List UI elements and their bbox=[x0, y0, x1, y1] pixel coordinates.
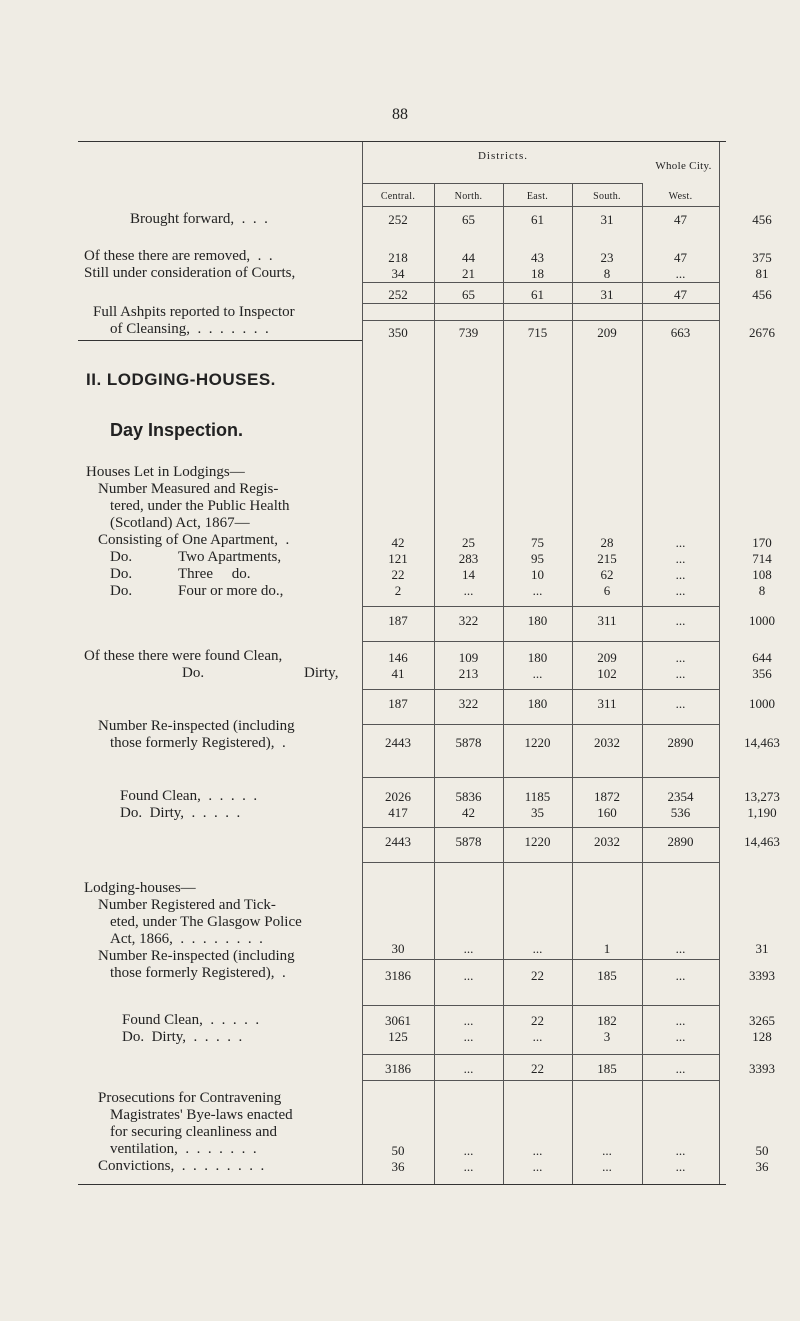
cell-lh-reinspected-0: 3186 bbox=[385, 968, 411, 983]
cell-prosecutions-3: ... bbox=[602, 1143, 612, 1158]
cell-fc-clean-2: 1185 bbox=[524, 789, 551, 804]
page-number: 88 bbox=[392, 106, 408, 123]
cell-fc-dirty-0: 417 bbox=[388, 805, 408, 820]
cell-removed-4: 47 bbox=[674, 250, 687, 265]
label-brought-forward: Brought forward, . . . bbox=[130, 211, 268, 227]
cell-two-apt-3: 215 bbox=[597, 551, 617, 566]
cell-sum1-4: 47 bbox=[674, 287, 687, 302]
cell-convictions-1: ... bbox=[463, 1159, 474, 1174]
cell-four-apt-1: ... bbox=[463, 583, 474, 598]
cell-four-apt-4: ... bbox=[675, 583, 686, 598]
cell-still-under-2: 18 bbox=[531, 266, 544, 281]
cell-convictions-0: 36 bbox=[391, 1159, 405, 1174]
cell-sum5-5: 3393 bbox=[749, 1061, 775, 1076]
cell-found-dirty-0: 41 bbox=[391, 666, 405, 681]
cell-prosecutions-0: 50 bbox=[391, 1143, 405, 1158]
cell-three-apt-2: 10 bbox=[531, 567, 544, 582]
cell-found-clean-5: 644 bbox=[752, 650, 772, 665]
sum-rule bbox=[362, 827, 719, 828]
cell-brought-forward-1: 65 bbox=[462, 212, 475, 227]
cell-brought-forward-0: 252 bbox=[388, 212, 408, 227]
header-north: North. bbox=[454, 191, 483, 202]
label-removed: Of these there are removed, . . bbox=[84, 248, 273, 264]
cell-still-under-1: 21 bbox=[462, 266, 475, 281]
cell-lh-clean-5: 3265 bbox=[749, 1013, 775, 1028]
cell-sum1-0: 252 bbox=[388, 287, 408, 302]
cell-removed-2: 43 bbox=[531, 250, 544, 265]
header-east: East. bbox=[526, 191, 549, 202]
cell-lh-registered-4: ... bbox=[675, 941, 686, 956]
cell-convictions-3: ... bbox=[602, 1159, 612, 1174]
label-lh-1: Number Registered and Tick- bbox=[98, 897, 276, 913]
cell-lh-registered-2: ... bbox=[532, 941, 543, 956]
sum-rule bbox=[362, 724, 719, 725]
cell-found-dirty-3: 102 bbox=[597, 666, 617, 681]
label-lh-2: eted, under The Glasgow Police bbox=[110, 914, 302, 930]
cell-sum4-1: 5878 bbox=[455, 834, 482, 849]
cell-brought-forward-5: 456 bbox=[752, 212, 772, 227]
cell-lh-clean-3: 182 bbox=[597, 1013, 617, 1028]
cell-reinspected-2: 1220 bbox=[524, 735, 551, 750]
cell-one-apt-0: 42 bbox=[391, 535, 405, 550]
label-pros-1: Prosecutions for Contravening bbox=[98, 1090, 282, 1106]
cell-reinspected-1: 5878 bbox=[455, 735, 482, 750]
cell-found-clean-2: 180 bbox=[527, 650, 548, 665]
cell-lh-reinspected-3: 185 bbox=[597, 968, 617, 983]
cell-ashpits-4: 663 bbox=[670, 325, 691, 340]
cell-found-dirty-5: 356 bbox=[752, 666, 772, 681]
cell-still-under-4: ... bbox=[675, 266, 686, 281]
cell-found-clean-4: ... bbox=[675, 650, 686, 665]
cell-ashpits-1: 739 bbox=[458, 325, 479, 340]
cell-fc-dirty-2: 35 bbox=[531, 805, 544, 820]
cell-fc-clean-1: 5836 bbox=[455, 789, 482, 804]
cell-lh-dirty-0: 125 bbox=[388, 1029, 408, 1044]
cell-lh-clean-4: ... bbox=[675, 1013, 686, 1028]
sum-rule bbox=[362, 1005, 719, 1006]
label-lh-3: Act, 1866, . . . . . . . . bbox=[110, 931, 263, 947]
cell-sum3-5: 1000 bbox=[749, 696, 775, 711]
cell-fc-dirty-1: 42 bbox=[462, 805, 475, 820]
label-lh-re-1: Number Re-inspected (including bbox=[98, 948, 295, 964]
cell-two-apt-4: ... bbox=[675, 551, 686, 566]
section-title: II. LODGING-HOUSES. bbox=[86, 370, 276, 389]
label-found-clean: Of these there were found Clean, bbox=[84, 648, 283, 664]
header-central: Central. bbox=[380, 191, 416, 202]
cell-prosecutions-5: 50 bbox=[755, 1143, 769, 1158]
cell-one-apt-5: 170 bbox=[752, 535, 772, 550]
cell-one-apt-4: ... bbox=[675, 535, 686, 550]
cell-sum5-4: ... bbox=[675, 1061, 686, 1076]
header-west: West. bbox=[668, 191, 693, 202]
cell-one-apt-3: 28 bbox=[600, 535, 614, 550]
label-fc-clean: Found Clean, . . . . . bbox=[120, 788, 258, 804]
cell-lh-reinspected-2: 22 bbox=[531, 968, 544, 983]
cell-lh-reinspected-4: ... bbox=[675, 968, 686, 983]
cell-convictions-2: ... bbox=[532, 1159, 543, 1174]
cell-lh-dirty-3: 3 bbox=[603, 1029, 611, 1044]
cell-reinspected-4: 2890 bbox=[667, 735, 694, 750]
sum-rule bbox=[362, 282, 719, 283]
cell-fc-clean-4: 2354 bbox=[667, 789, 694, 804]
cell-four-apt-3: 6 bbox=[603, 583, 611, 598]
cell-found-dirty-4: ... bbox=[675, 666, 686, 681]
cell-ashpits-2: 715 bbox=[527, 325, 548, 340]
label-two-apt-do: Do. bbox=[110, 549, 133, 565]
label-four-do: Do. bbox=[110, 583, 133, 599]
label-dirty-do: Do. bbox=[182, 665, 205, 681]
label-lh-clean: Found Clean, . . . . . bbox=[122, 1012, 260, 1028]
sum-rule bbox=[362, 689, 719, 690]
sum-rule bbox=[362, 777, 719, 778]
cell-sum4-3: 2032 bbox=[594, 834, 620, 849]
cell-convictions-5: 36 bbox=[755, 1159, 769, 1174]
cell-sum3-0: 187 bbox=[388, 696, 408, 711]
cell-sum3-2: 180 bbox=[527, 696, 548, 711]
cell-sum3-4: ... bbox=[675, 696, 686, 711]
whole-city-label: Whole City. bbox=[655, 160, 712, 172]
cell-two-apt-1: 283 bbox=[458, 551, 479, 566]
cell-brought-forward-3: 31 bbox=[600, 212, 614, 227]
label-lh-re-2: those formerly Registered), . bbox=[110, 965, 286, 981]
label-reinspected-1: Number Re-inspected (including bbox=[98, 718, 295, 734]
cell-lh-reinspected-1: ... bbox=[463, 968, 474, 983]
cell-four-apt-0: 2 bbox=[394, 583, 402, 598]
sum-rule bbox=[362, 1080, 719, 1081]
cell-still-under-3: 8 bbox=[603, 266, 611, 281]
cell-sum1-3: 31 bbox=[600, 287, 614, 302]
label-houses-let: Houses Let in Lodgings— bbox=[86, 464, 245, 480]
label-measured-1: Number Measured and Regis- bbox=[98, 481, 279, 497]
cell-fc-dirty-5: 1,190 bbox=[747, 805, 777, 820]
cell-removed-1: 44 bbox=[462, 250, 475, 265]
cell-three-apt-4: ... bbox=[675, 567, 686, 582]
cell-lh-dirty-4: ... bbox=[675, 1029, 686, 1044]
cell-three-apt-1: 14 bbox=[462, 567, 475, 582]
cell-lh-registered-1: ... bbox=[463, 941, 474, 956]
label-pros-3: for securing cleanliness and bbox=[110, 1124, 278, 1140]
cell-lh-dirty-5: 128 bbox=[752, 1029, 772, 1044]
cell-sum2-2: 180 bbox=[527, 613, 548, 628]
cell-one-apt-1: 25 bbox=[462, 535, 475, 550]
sum-rule bbox=[362, 303, 719, 304]
cell-prosecutions-4: ... bbox=[675, 1143, 686, 1158]
sum-rule bbox=[362, 606, 719, 607]
cell-sum3-3: 311 bbox=[597, 696, 617, 711]
label-lh-title: Lodging-houses— bbox=[84, 880, 196, 896]
sum-rule bbox=[362, 959, 719, 960]
label-ashpits-1: Full Ashpits reported to Inspector bbox=[93, 304, 295, 320]
label-pros-4: ventilation, . . . . . . . bbox=[110, 1141, 257, 1157]
cell-two-apt-5: 714 bbox=[752, 551, 772, 566]
label-measured-3: (Scotland) Act, 1867— bbox=[110, 515, 250, 531]
cell-three-apt-5: 108 bbox=[752, 567, 772, 582]
cell-lh-registered-3: 1 bbox=[603, 941, 611, 956]
cell-sum2-1: 322 bbox=[458, 613, 479, 628]
cell-sum4-5: 14,463 bbox=[744, 834, 780, 849]
cell-sum1-5: 456 bbox=[752, 287, 772, 302]
cell-sum5-2: 22 bbox=[531, 1061, 544, 1076]
cell-lh-reinspected-5: 3393 bbox=[749, 968, 775, 983]
cell-one-apt-2: 75 bbox=[531, 535, 544, 550]
cell-reinspected-5: 14,463 bbox=[744, 735, 780, 750]
label-ashpits-2: of Cleansing, . . . . . . . bbox=[110, 321, 269, 337]
cell-sum1-1: 65 bbox=[462, 287, 475, 302]
sum-rule bbox=[362, 862, 719, 863]
cell-sum2-4: ... bbox=[675, 613, 686, 628]
cell-fc-dirty-4: 536 bbox=[670, 805, 691, 820]
label-lh-dirty: Do. Dirty, . . . . . bbox=[122, 1029, 243, 1045]
header-south: South. bbox=[593, 191, 621, 202]
cell-fc-clean-5: 13,273 bbox=[744, 789, 780, 804]
cell-four-apt-5: 8 bbox=[758, 583, 766, 598]
cell-found-clean-1: 109 bbox=[458, 650, 479, 665]
sum-rule bbox=[362, 1054, 719, 1055]
label-still-under: Still under consideration of Courts, bbox=[84, 265, 296, 281]
cell-convictions-4: ... bbox=[675, 1159, 686, 1174]
cell-brought-forward-2: 61 bbox=[531, 212, 544, 227]
cell-lh-dirty-1: ... bbox=[463, 1029, 474, 1044]
cell-sum5-0: 3186 bbox=[385, 1061, 411, 1076]
cell-sum2-3: 311 bbox=[597, 613, 617, 628]
cell-fc-dirty-3: 160 bbox=[597, 805, 617, 820]
cell-found-clean-0: 146 bbox=[388, 650, 408, 665]
label-measured-2: tered, under the Public Health bbox=[110, 498, 290, 514]
cell-sum2-0: 187 bbox=[388, 613, 408, 628]
label-four: Four or more do., bbox=[178, 583, 284, 599]
cell-still-under-0: 34 bbox=[391, 266, 405, 281]
label-one-apt: Consisting of One Apartment, . bbox=[98, 532, 290, 548]
label-two-apt: Two Apartments, bbox=[178, 549, 282, 565]
cell-fc-clean-0: 2026 bbox=[385, 789, 411, 804]
cell-prosecutions-2: ... bbox=[532, 1143, 543, 1158]
cell-three-apt-0: 22 bbox=[391, 567, 405, 582]
cell-two-apt-2: 95 bbox=[531, 551, 544, 566]
header-districts: Districts. bbox=[477, 150, 529, 162]
cell-sum4-4: 2890 bbox=[667, 834, 694, 849]
label-pros-2: Magistrates' Bye-laws enacted bbox=[110, 1107, 293, 1123]
label-reinspected-2: those formerly Registered), . bbox=[110, 735, 286, 751]
cell-reinspected-0: 2443 bbox=[385, 735, 411, 750]
cell-sum2-5: 1000 bbox=[749, 613, 775, 628]
cell-prosecutions-1: ... bbox=[463, 1143, 474, 1158]
cell-found-clean-3: 209 bbox=[597, 650, 617, 665]
cell-found-dirty-1: 213 bbox=[458, 666, 479, 681]
label-dirty: Dirty, bbox=[304, 665, 339, 681]
cell-two-apt-0: 121 bbox=[388, 551, 408, 566]
cell-ashpits-3: 209 bbox=[597, 325, 617, 340]
cell-found-dirty-2: ... bbox=[532, 666, 543, 681]
label-three-do: Do. bbox=[110, 566, 133, 582]
sum-rule bbox=[362, 641, 719, 642]
cell-four-apt-2: ... bbox=[532, 583, 543, 598]
cell-lh-registered-0: 30 bbox=[391, 941, 405, 956]
cell-sum1-2: 61 bbox=[531, 287, 544, 302]
cell-sum4-2: 1220 bbox=[524, 834, 551, 849]
label-fc-dirty: Do. Dirty, . . . . . bbox=[120, 805, 241, 821]
cell-removed-0: 218 bbox=[388, 250, 408, 265]
cell-lh-registered-5: 31 bbox=[755, 941, 769, 956]
cell-sum4-0: 2443 bbox=[385, 834, 411, 849]
cell-brought-forward-4: 47 bbox=[674, 212, 687, 227]
header-whole-city bbox=[643, 160, 724, 173]
sum-rule bbox=[362, 320, 719, 321]
cell-lh-dirty-2: ... bbox=[532, 1029, 543, 1044]
label-three: Three do. bbox=[178, 566, 251, 582]
cell-lh-clean-2: 22 bbox=[531, 1013, 544, 1028]
cell-removed-5: 375 bbox=[752, 250, 772, 265]
cell-still-under-5: 81 bbox=[755, 266, 769, 281]
cell-sum5-1: ... bbox=[463, 1061, 474, 1076]
label-convictions: Convictions, . . . . . . . . bbox=[98, 1158, 265, 1174]
cell-sum3-1: 322 bbox=[458, 696, 479, 711]
cell-ashpits-0: 350 bbox=[388, 325, 408, 340]
cell-three-apt-3: 62 bbox=[600, 567, 614, 582]
cell-lh-clean-1: ... bbox=[463, 1013, 474, 1028]
cell-removed-3: 23 bbox=[600, 250, 614, 265]
cell-reinspected-3: 2032 bbox=[594, 735, 620, 750]
cell-ashpits-5: 2676 bbox=[749, 325, 775, 340]
cell-fc-clean-3: 1872 bbox=[594, 789, 620, 804]
cell-sum5-3: 185 bbox=[597, 1061, 617, 1076]
cell-lh-clean-0: 3061 bbox=[385, 1013, 411, 1028]
section-subtitle: Day Inspection. bbox=[110, 420, 244, 440]
